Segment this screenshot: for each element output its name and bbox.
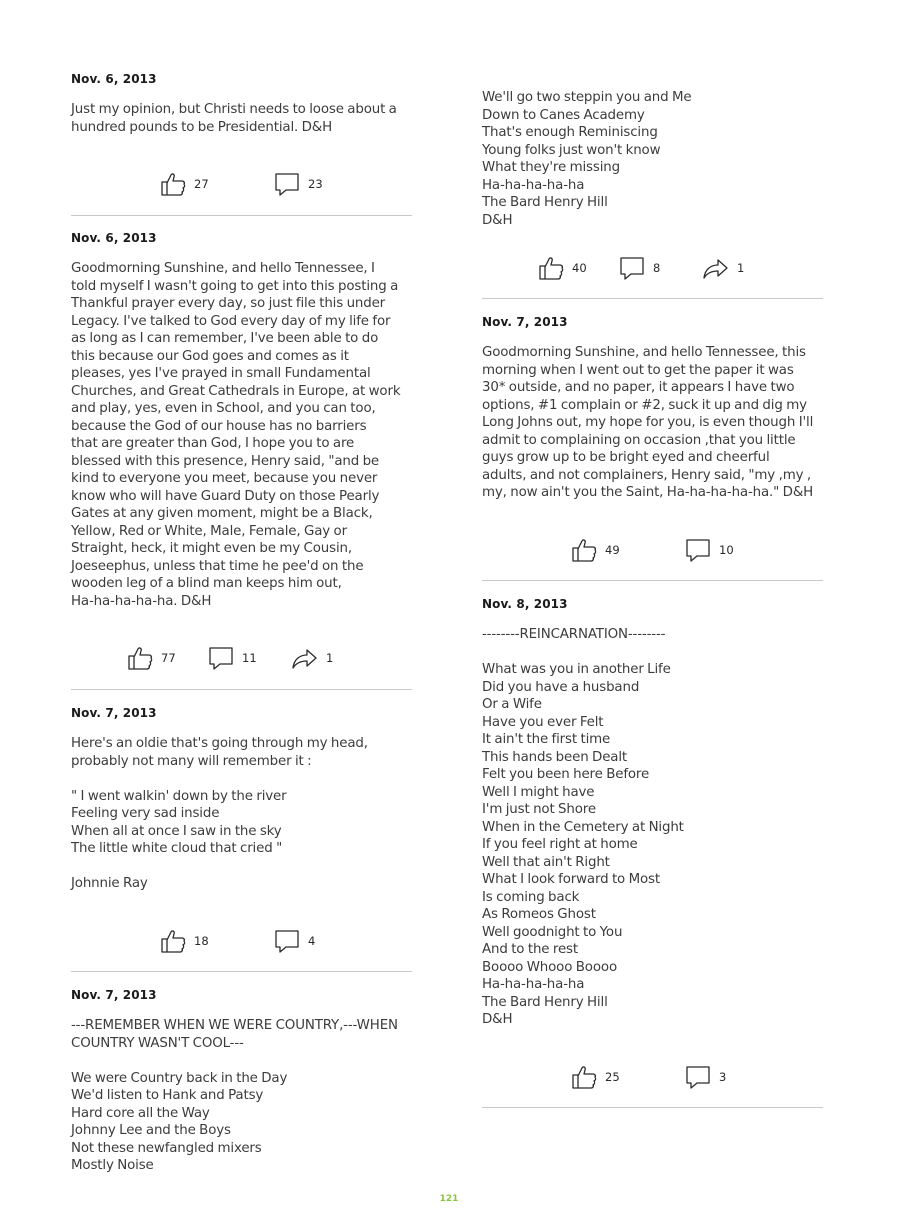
post-body: Goodmorning Sunshine, and hello Tennessee, this morning when I went out to get the paper it was 30* outside, and no paper, it appears I have two options, #1 complain or #2, suck it up and dig my Long Johns out, my hope for you, is even though I'll admit to complaining on occasion ,that you little guys grow up to be bright eyed and cheerful adults, and not complainers, Henry said, "my ,my , my, now ain't you the Saint, Ha-ha-ha-ha-ha." D&H <box>482 345 814 500</box>
comment-button[interactable] <box>685 1063 726 1091</box>
comment-icon <box>274 928 300 954</box>
post-body: --------REINCARNATION-------- What was you in another Life Did you have a husband Or a Wife Have you ever Felt It ain't the first time This hands been Dealt Felt you been here Before Well I might have I'm just not Shore When in the Cemetery at Night If you feel right at home Well that ain't Right What I look forward to Most Is coming back As Romeos Ghost Well goodnight to You And to the rest Boooo Whooo Boooo Ha-ha-ha-ha-ha The Bard Henry Hill D&H <box>482 627 684 1027</box>
comment-button[interactable] <box>619 254 660 282</box>
comment-button[interactable] <box>274 170 323 198</box>
like-count: 49 <box>605 543 620 557</box>
post-date: Nov. 7, 2013 <box>71 988 157 1002</box>
share-count: 1 <box>326 651 334 665</box>
post-date: Nov. 7, 2013 <box>71 706 157 720</box>
comment-icon <box>274 171 300 197</box>
share-count: 1 <box>737 261 745 275</box>
post-divider <box>482 298 823 299</box>
comment-count: 4 <box>308 934 316 948</box>
page-number: 121 <box>439 1194 459 1204</box>
share-button[interactable] <box>701 254 744 282</box>
post-divider <box>71 971 412 972</box>
post-date: Nov. 7, 2013 <box>482 315 568 329</box>
comment-icon <box>685 1064 711 1090</box>
comment-icon <box>619 255 645 281</box>
thumbs-up-icon <box>160 928 186 954</box>
post-date: Nov. 6, 2013 <box>71 231 157 245</box>
post-body: Goodmorning Sunshine, and hello Tennessee, I told myself I wasn't going to get into this posting a Thankful prayer every day, so just file this under Legacy. I've talked to God every day of my life for as long as I can remember, I've been able to do this because our God goes and comes as it pleases, yes I've prayed in small Fundamental Churches, and Great Cathedrals in Europe, at work and play, yes, even in School, and you can too, because the God of our house has no barriers that are greater than God, I hope you to are blessed with this presence, Henry said, "and be kind to everyone you meet, because you never know who will have Guard Duty on those Pearly Gates at any given moment, might be a Black, Yellow, Red or White, Male, Female, Gay or Straight, heck, it might even be my Cousin, Joeseephus, unless that time he pee'd on the wooden leg of a blind man keeps him out, Ha-ha-ha-ha-ha. D&H <box>71 261 401 609</box>
post-divider <box>71 689 412 690</box>
post-body: Here's an oldie that's going through my head, probably not many will remember it : " I went walkin' down by the river Feeling very sad inside When all at once I saw in the sky The little white cloud that cried " Johnnie Ray <box>71 736 368 891</box>
like-button[interactable] <box>160 927 209 955</box>
like-count: 27 <box>194 177 209 191</box>
comment-button[interactable] <box>685 536 734 564</box>
like-button[interactable] <box>127 644 176 672</box>
thumbs-up-icon <box>571 537 597 563</box>
post-date: Nov. 6, 2013 <box>71 72 157 86</box>
comment-count: 23 <box>308 177 323 191</box>
comment-count: 10 <box>719 543 734 557</box>
thumbs-up-icon <box>538 255 564 281</box>
comment-icon <box>208 645 234 671</box>
like-count: 77 <box>161 651 176 665</box>
comment-count: 11 <box>242 651 257 665</box>
post-divider <box>482 580 823 581</box>
post-date: Nov. 8, 2013 <box>482 597 568 611</box>
like-button[interactable] <box>571 536 620 564</box>
like-button[interactable] <box>538 254 587 282</box>
comment-button[interactable] <box>274 927 315 955</box>
post-body: ---REMEMBER WHEN WE WERE COUNTRY,---WHEN COUNTRY WASN'T COOL--- We were Country back in the Day We'd listen to Hank and Patsy Hard core all the Way Johnny Lee and the Boys Not these newfangled mixers Mostly Noise <box>71 1018 398 1173</box>
post-divider <box>71 215 412 216</box>
comment-button[interactable] <box>208 644 257 672</box>
comment-icon <box>685 537 711 563</box>
comment-count: 3 <box>719 1070 727 1084</box>
like-count: 18 <box>194 934 209 948</box>
post-divider <box>482 1107 823 1108</box>
share-button[interactable] <box>290 644 333 672</box>
like-button[interactable] <box>571 1063 620 1091</box>
like-count: 25 <box>605 1070 620 1084</box>
thumbs-up-icon <box>160 171 186 197</box>
like-count: 40 <box>572 261 587 275</box>
post-body: Just my opinion, but Christi needs to loose about a hundred pounds to be Presidential. D&H <box>71 102 397 135</box>
post-body: We'll go two steppin you and Me Down to Canes Academy That's enough Reminiscing Young folks just won't know What they're missing Ha-ha-ha-ha-ha The Bard Henry Hill D&H <box>482 90 692 228</box>
comment-count: 8 <box>653 261 661 275</box>
share-icon <box>701 255 729 281</box>
thumbs-up-icon <box>571 1064 597 1090</box>
share-icon <box>290 645 318 671</box>
like-button[interactable] <box>160 170 209 198</box>
thumbs-up-icon <box>127 645 153 671</box>
